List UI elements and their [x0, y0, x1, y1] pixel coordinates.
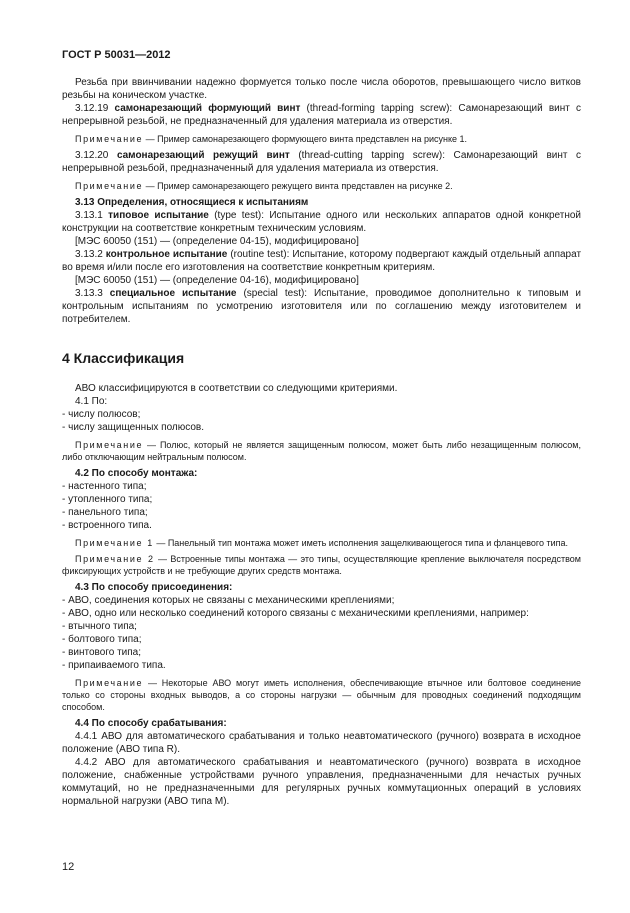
list-item: - встроенного типа. — [62, 520, 152, 531]
page-number: 12 — [62, 861, 75, 873]
term-3-12-20: 3.12.20 самонарезающий режущий винт (thread-cutting tapping screw): Самонарезающий винт с непрерывной резьбой, предназначенный для удаления материала из отверстия. — [62, 150, 582, 174]
list-item: - винтового типа; — [62, 647, 142, 658]
list-item: - утопленного типа; — [62, 494, 153, 505]
clause-4-4-1: 4.4.1 АВО для автоматического срабатывания и только неавтоматического (ручного) возврата в исходное положение (АВО типа R). — [62, 731, 581, 755]
term-3-12-19: 3.12.19 самонарезающий формующий винт (thread-forming tapping screw): Самонарезающий винт с непрерывной резьбой, не предназначенный для удаления материала из отверстия. — [62, 103, 581, 127]
reference: [МЭС 60050 (151) — (определение 04-16), модифицировано] — [75, 275, 359, 286]
term-3-13-1: 3.13.1 типовое испытание (type test): Испытание одного или нескольких аппаратов одной конкретной конструкции на соответствие конкретным техническим условиям. — [62, 210, 582, 234]
note: Примечание — Пример самонарезающего режущего винта представлен на рисунке 2. — [75, 181, 453, 191]
list-item: - втычного типа; — [62, 621, 137, 632]
page-body — [62, 76, 581, 808]
note: Примечание 2 — Встроенные типы монтажа — это типы, осуществляющие крепление выключателя посредством фиксирующих устройств и не требующие других средств монтажа. — [62, 554, 581, 576]
list-item: - припаиваемого типа. — [62, 660, 166, 671]
clause-4-1: 4.1 По: — [75, 396, 108, 407]
note: Примечание 1 — Панельный тип монтажа может иметь исполнения защелкивающегося типа и фланцевого типа. — [75, 538, 569, 548]
term-3-13-2: 3.13.2 контрольное испытание (routine test): Испытание, которому подвергают каждый отдельный аппарат во время и/или после его изготовления на соответствие конкретным критериям. — [62, 249, 582, 273]
paragraph: Резьба при ввинчивании надежно формуется только после числа оборотов, превышающего число витков резьбы на коническом участке. — [62, 77, 581, 101]
list-item: - АВО, одно или несколько соединений которого связаны с механическими креплениями, например: — [62, 608, 529, 619]
clause-4-4-title: 4.4 По способу срабатывания: — [75, 718, 227, 729]
clause-4-3-title: 4.3 По способу присоединения: — [75, 582, 233, 593]
list-item: - числу защищенных полюсов. — [62, 422, 205, 433]
clause-4-4-2: 4.4.2 АВО для автоматического срабатывания и неавтоматического (ручного) возврата в исходное положение, снабженные устройствами ручного управления, предназначенными для нечастых ручных коммутаций, но не предназначенными для регулярных ручных коммутационных операций в условиях нормальной нагрузки (АВО типа M). — [62, 757, 581, 807]
list-item: - болтового типа; — [62, 634, 142, 645]
list-item: - панельного типа; — [62, 507, 148, 518]
section-4-heading: 4 Классификация — [62, 350, 185, 366]
term-3-13-3: 3.13.3 специальное испытание (special test): Испытание, проводимое дополнительно к типовым и контрольным испытаниям по усмотрению изготовителя или по соглашению между изготовителем и потребителем. — [62, 288, 581, 325]
document-header: ГОСТ Р 50031—2012 — [62, 49, 171, 61]
subsection-3-13-title: 3.13 Определения, относящиеся к испытаниям — [75, 197, 309, 208]
note: Примечание — Пример самонарезающего формующего винта представлен на рисунке 1. — [75, 134, 468, 144]
clause-4-2-title: 4.2 По способу монтажа: — [75, 468, 198, 479]
paragraph: АВО классифицируются в соответствии со следующими критериями. — [75, 383, 398, 394]
note: Примечание — Некоторые АВО могут иметь исполнения, обеспечивающие втычное или болтовое соединение только со стороны входных выводов, а со стороны нагрузки — обычным для проводных соединений подходящим способом. — [62, 678, 581, 712]
reference: [МЭС 60050 (151) — (определение 04-15), модифицировано] — [75, 236, 359, 247]
note: Примечание — Полюс, который не является защищенным полюсом, может быть либо незащищенным полюсом, либо отключающим нейтральным полюсом. — [62, 440, 581, 462]
list-item: - числу полюсов; — [62, 409, 141, 420]
list-item: - настенного типа; — [62, 481, 147, 492]
list-item: - АВО, соединения которых не связаны с механическими креплениями; — [62, 595, 395, 606]
